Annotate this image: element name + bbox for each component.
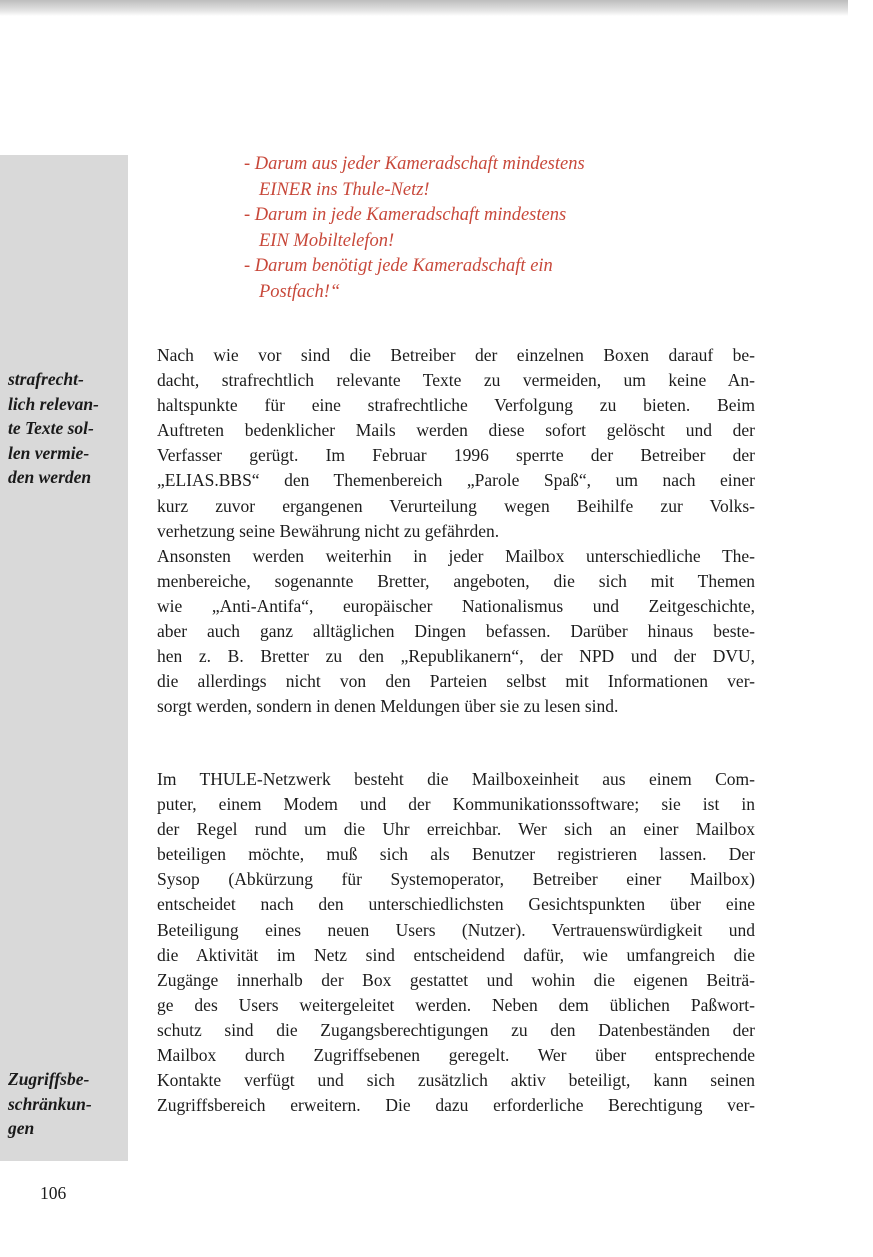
marginal-line: schränkun- (8, 1093, 92, 1114)
text-line: die allerdings nicht von den Parteien selbst mit Informationen ver- (157, 671, 755, 692)
text-line: wie „Anti-Antifa“, europäischer Nationalismus und Zeitgeschichte, (157, 595, 755, 616)
quote-line: - Darum benötigt jede Kameradschaft ein (244, 256, 553, 276)
quote-line: EINER ins Thule-Netz! (259, 179, 430, 200)
text-line: schutz sind die Zugangsberechtigungen zu den Datenbeständen der (157, 1019, 755, 1040)
margin-column (0, 155, 128, 1161)
text-line: der Regel rund um die Uhr erreichbar. Wer sich an einer Mailbox (157, 819, 755, 840)
text-line: puter, einem Modem und der Kommunikationssoftware; sie ist in (157, 794, 755, 815)
text-line: Nach wie vor sind die Betreiber der einzelnen Boxen darauf be- (157, 345, 755, 365)
marginal-line: len vermie- (8, 442, 90, 463)
marginal-line: te Texte sol- (8, 418, 94, 438)
text-line: entscheidet nach den unterschiedlichsten Gesichtspunkten über eine (157, 894, 755, 915)
marginal-line: lich relevan- (8, 393, 99, 414)
marginal-note-access-restrictions (8, 1067, 126, 1141)
text-line: Zugriffsbereich erweitern. Die dazu erforderliche Berechtigung ver- (157, 1095, 755, 1116)
text-line: „ELIAS.BBS“ den Themenbereich „Parole Spaß“, um nach einer (157, 470, 755, 491)
text-line: Beteiligung eines neuen Users (Nutzer). Vertrauenswürdigkeit und (157, 919, 755, 940)
text-line: beteiligen möchte, muß sich als Benutzer registrieren lassen. Der (157, 844, 755, 865)
text-line: Im THULE-Netzwerk besteht die Mailboxeinheit aus einem Com- (157, 769, 755, 789)
body-paragraph-1 (157, 343, 755, 719)
text-line: sorgt werden, sondern in denen Meldungen über sie zu lesen sind. (157, 696, 619, 717)
text-line: Ansonsten werden weiterhin in jeder Mailbox unterschiedliche The- (157, 545, 755, 566)
text-line: verhetzung seine Bewährung nicht zu gefährden. (157, 520, 500, 541)
quote-line: Postfach!“ (259, 281, 341, 302)
quote-line: EIN Mobiltelefon! (259, 230, 395, 251)
marginal-line: strafrecht- (8, 369, 84, 389)
marginal-note-criminal-texts (8, 367, 126, 490)
text-line: Auftreten bedenklicher Mails werden diese sofort gelöscht und der (157, 420, 755, 441)
quote-block (244, 152, 704, 305)
page-number: 106 (40, 1183, 67, 1203)
text-line: haltspunkte für eine strafrechtliche Verfolgung zu bieten. Beim (157, 395, 755, 416)
text-line: dacht, strafrechtlich relevante Texte zu vermeiden, um keine An- (157, 370, 755, 391)
quote-line: - Darum aus jeder Kameradschaft mindestens (244, 154, 585, 174)
text-line: Mailbox durch Zugriffsebenen geregelt. Wer über entsprechende (157, 1045, 755, 1066)
text-line: Kontakte verfügt und sich zusätzlich aktiv beteiligt, kann seinen (157, 1070, 755, 1091)
text-line: ge des Users weitergeleitet werden. Neben dem üblichen Paßwort- (157, 994, 755, 1015)
text-line: Sysop (Abkürzung für Systemoperator, Betreiber einer Mailbox) (157, 869, 755, 890)
text-line: hen z. B. Bretter zu den „Republikanern“, der NPD und der DVU, (157, 646, 755, 667)
marginal-line: den werden (8, 467, 92, 487)
text-line: kurz zuvor ergangenen Verurteilung wegen Beihilfe zur Volks- (157, 495, 755, 516)
text-line: aber auch ganz alltäglichen Dingen befassen. Darüber hinaus beste- (157, 621, 755, 642)
text-line: Verfasser gerügt. Im Februar 1996 sperrte der Betreiber der (157, 445, 755, 466)
marginal-line: gen (8, 1118, 35, 1138)
text-line: die Aktivität im Netz sind entscheidend dafür, wie umfangreich die (157, 944, 755, 965)
text-line: menbereiche, sogenannte Bretter, angeboten, die sich mit Themen (157, 570, 755, 591)
marginal-line: Zugriffsbe- (8, 1069, 90, 1089)
scan-top-edge (0, 0, 848, 16)
text-line: Zugänge innerhalb der Box gestattet und wohin die eigenen Beiträ- (157, 969, 755, 990)
body-paragraph-3 (157, 767, 755, 1118)
quote-line: - Darum in jede Kameradschaft mindestens (244, 205, 567, 225)
